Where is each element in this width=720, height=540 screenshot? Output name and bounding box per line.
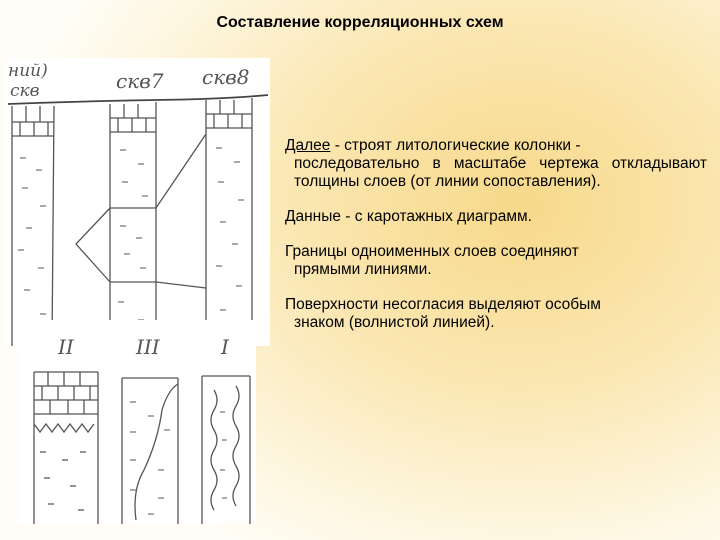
- paragraph-2-first-line: [285, 208, 707, 226]
- label-well-8: скв8: [202, 65, 250, 89]
- paragraph-1-lead: Далее: [285, 137, 331, 154]
- label-column-III: III: [136, 335, 160, 359]
- paragraph-1: [285, 137, 707, 191]
- paragraph-4-lead: Поверхности: [285, 296, 379, 313]
- columns-sketch-image: [18, 320, 256, 524]
- paragraph-1-continuation: последовательно в масштабе чертежа откладывают толщины слоев (от линии сопоставления).: [294, 155, 707, 190]
- paragraph-3-continuation: прямыми линиями.: [294, 261, 432, 278]
- explanation-text: [285, 137, 707, 349]
- paragraph-1-first-line: [285, 137, 707, 155]
- paragraph-3: [285, 243, 707, 279]
- paragraph-2-lead: Данные: [285, 208, 341, 225]
- label-column-I: I: [221, 335, 229, 359]
- columns-sketch-drawing: [18, 320, 256, 524]
- label-left-1: ний): [8, 61, 48, 81]
- paragraph-3-lead: Границы: [285, 243, 347, 260]
- paragraph-3-first-rest: одноименных слоев соединяют: [347, 243, 579, 260]
- correlation-sketch-image: [6, 58, 270, 346]
- paragraph-4-first-rest: несогласия выделяют особым: [378, 296, 601, 313]
- paragraph-2-first-rest: - с каротажных диаграмм.: [341, 208, 532, 225]
- correlation-sketch-drawing: [6, 58, 270, 346]
- paragraph-4-first-line: [285, 296, 707, 314]
- label-column-II: II: [58, 335, 74, 359]
- slide-title: Составление корреляционных схем: [216, 14, 504, 31]
- paragraph-4-continuation: знаком (волнистой линией).: [294, 314, 495, 331]
- label-well-7: скв7: [116, 69, 164, 93]
- paragraph-4: [285, 296, 707, 332]
- label-left-2: скв: [10, 81, 40, 101]
- paragraph-2: [285, 208, 707, 226]
- paragraph-1-first-rest: - строят литологические колонки -: [330, 137, 581, 154]
- paragraph-3-first-line: [285, 243, 707, 261]
